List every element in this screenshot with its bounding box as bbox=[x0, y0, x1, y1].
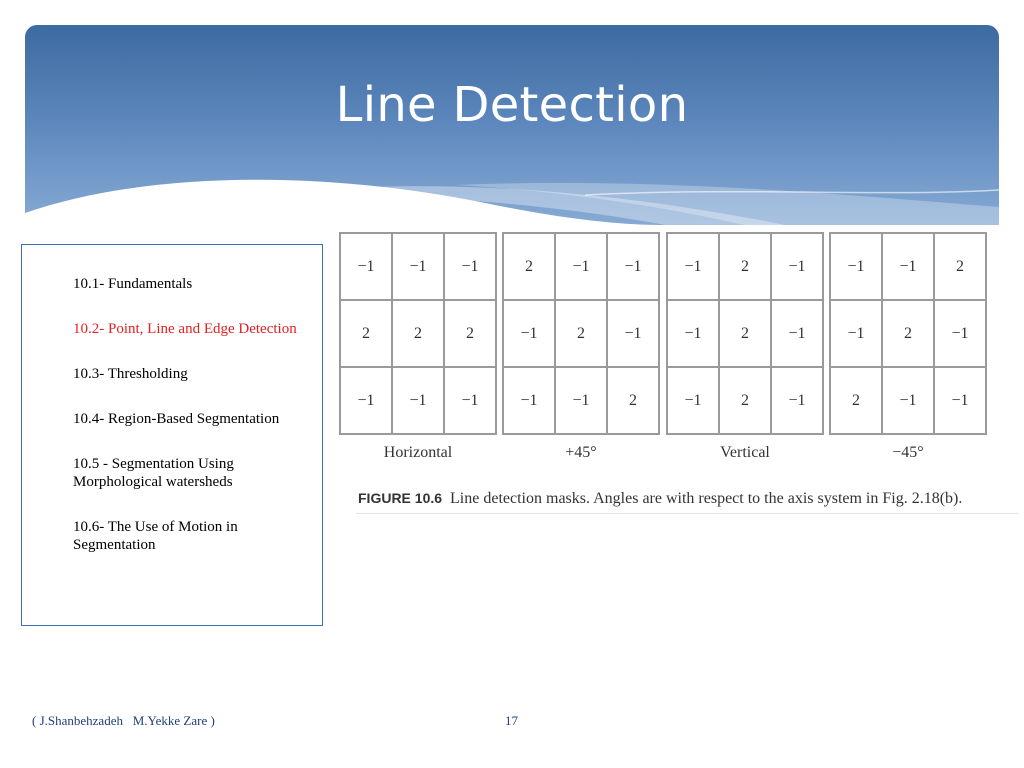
toc-item-thresholding[interactable]: 10.3- Thresholding bbox=[73, 366, 188, 382]
mask-cell: −1 bbox=[830, 300, 882, 367]
mask-cell: −1 bbox=[667, 233, 719, 300]
mask-cell: 2 bbox=[340, 300, 392, 367]
mask-cell: −1 bbox=[934, 300, 986, 367]
mask-cell: −1 bbox=[934, 367, 986, 434]
figure-caption-label: FIGURE 10.6 bbox=[358, 490, 443, 506]
mask-cell: −1 bbox=[503, 300, 555, 367]
figure-caption bbox=[358, 490, 962, 508]
mask-cell: 2 bbox=[719, 300, 771, 367]
mask-cell: −1 bbox=[830, 233, 882, 300]
mask-cell: −1 bbox=[392, 367, 444, 434]
mask-plus-45 bbox=[502, 232, 660, 435]
mask-cell: −1 bbox=[771, 233, 823, 300]
mask-cell: −1 bbox=[667, 300, 719, 367]
mask-cell: −1 bbox=[607, 233, 659, 300]
mask-label-minus-45: −45° bbox=[892, 444, 924, 461]
toc-item-motion[interactable]: 10.6- The Use of Motion in Segmentation bbox=[73, 519, 238, 553]
mask-cell: −1 bbox=[882, 233, 934, 300]
mask-cell: 2 bbox=[830, 367, 882, 434]
mask-cell: −1 bbox=[555, 367, 607, 434]
mask-vertical bbox=[666, 232, 824, 435]
mask-cell: 2 bbox=[934, 233, 986, 300]
mask-cell: −1 bbox=[340, 367, 392, 434]
slide-header bbox=[25, 25, 999, 225]
mask-label-plus-45: +45° bbox=[565, 444, 597, 461]
mask-cell: 2 bbox=[503, 233, 555, 300]
mask-cell: −1 bbox=[771, 300, 823, 367]
mask-cell: −1 bbox=[882, 367, 934, 434]
toc-item-region-based[interactable]: 10.4- Region-Based Segmentation bbox=[73, 411, 280, 427]
toc-item-watersheds[interactable]: 10.5 - Segmentation Using Morphological watersheds bbox=[73, 456, 234, 490]
toc-panel bbox=[21, 244, 323, 626]
mask-cell: 2 bbox=[607, 367, 659, 434]
toc-item-point-line-edge[interactable]: 10.2- Point, Line and Edge Detection bbox=[73, 321, 297, 337]
mask-cell: −1 bbox=[555, 233, 607, 300]
mask-cell: 2 bbox=[444, 300, 496, 367]
mask-horizontal bbox=[339, 232, 497, 435]
mask-cell: 2 bbox=[719, 367, 771, 434]
figure-caption-text: Line detection masks. Angles are with respect to the axis system in Fig. 2.18(b). bbox=[450, 490, 963, 507]
mask-cell: 2 bbox=[719, 233, 771, 300]
mask-minus-45 bbox=[829, 232, 987, 435]
mask-cell: 2 bbox=[392, 300, 444, 367]
mask-cell: −1 bbox=[771, 367, 823, 434]
mask-cell: −1 bbox=[340, 233, 392, 300]
caption-divider bbox=[356, 513, 1018, 514]
mask-cell: −1 bbox=[607, 300, 659, 367]
footer-authors: ( J.Shanbehzadeh M.Yekke Zare ) bbox=[32, 713, 215, 728]
footer-page-number: 17 bbox=[505, 713, 518, 728]
slide-title: Line Detection bbox=[335, 77, 689, 133]
mask-cell: 2 bbox=[882, 300, 934, 367]
mask-cell: −1 bbox=[392, 233, 444, 300]
mask-label-horizontal: Horizontal bbox=[383, 444, 453, 461]
mask-cell: −1 bbox=[444, 233, 496, 300]
mask-cell: 2 bbox=[555, 300, 607, 367]
mask-label-vertical: Vertical bbox=[720, 444, 770, 461]
mask-cell: −1 bbox=[503, 367, 555, 434]
mask-cell: −1 bbox=[444, 367, 496, 434]
line-detection-masks-figure bbox=[336, 232, 996, 472]
toc-item-fundamentals[interactable]: 10.1- Fundamentals bbox=[73, 276, 193, 292]
mask-cell: −1 bbox=[667, 367, 719, 434]
